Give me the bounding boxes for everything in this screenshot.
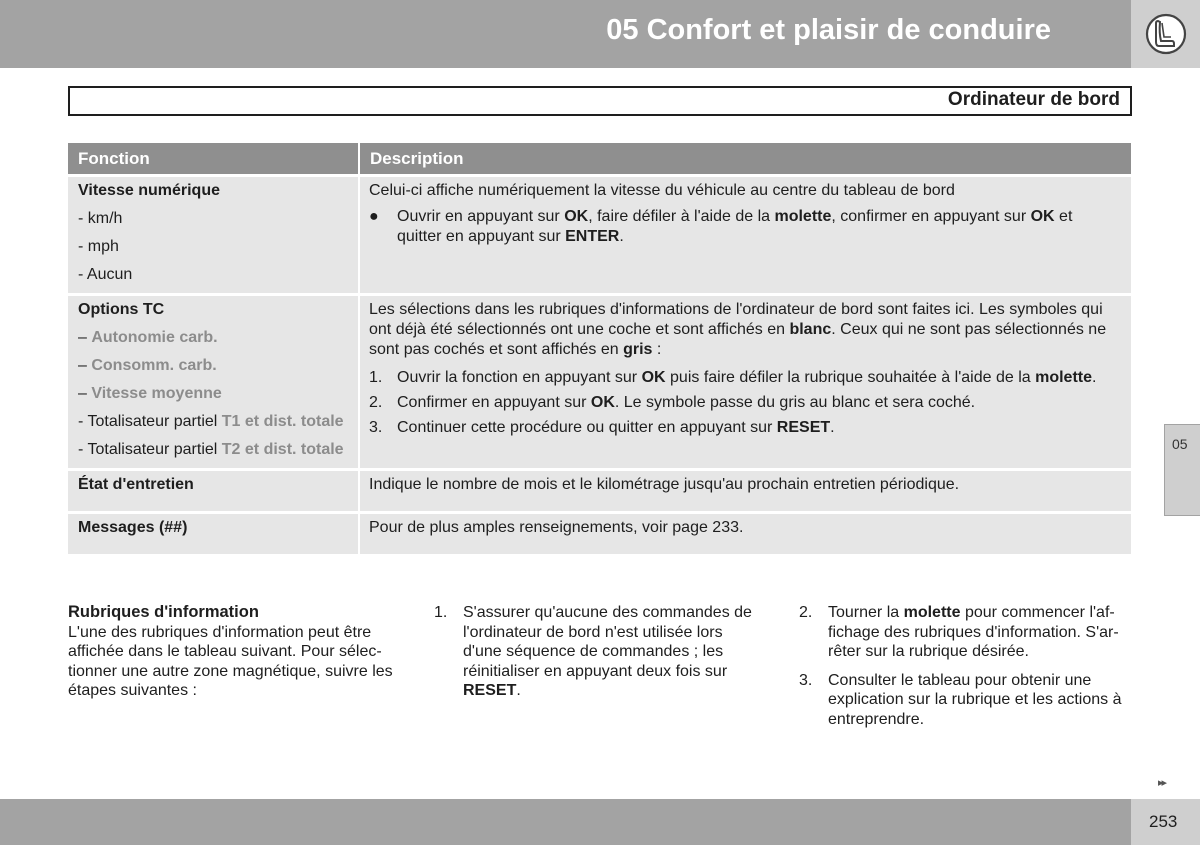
bullet-icon: ● — [369, 208, 379, 225]
step-item: 2. Tourner la molette pour commencer l'af-fichage des rubriques d'information. S'ar-rêter sur la rubrique désirée. — [799, 604, 1119, 660]
table-header-row — [68, 143, 1131, 176]
table-row — [68, 176, 1131, 295]
info-text: L'une des rubriques d'information peut être affichée dans le tableau suivant. Pour sélec-tionner une autre zone magnétique, suivre les étapes suivantes : — [68, 623, 393, 699]
step-item: 1. S'assurer qu'aucune des commandes de l'ordinateur de bord n'est utilisée lors d'une séquence de commandes ; les réinitialiser en appuyant deux fois sur RESET. — [434, 604, 752, 699]
description-text: Indique le nombre de mois et le kilométrage jusqu'au prochain entretien périodique. — [369, 476, 960, 493]
description-text: Les sélections dans les rubriques d'informations de l'ordinateur de bord sont faites ici. Les symboles qui ont déjà été sélectionnés ont une coche et sont affichés en blanc. Ceux qui ne sont pas sélectionnés ne sont pas cochés et sont affichés en gris : — [369, 301, 1107, 358]
header-bar — [0, 0, 1131, 68]
option-item: - mph — [78, 238, 119, 255]
function-cell — [68, 176, 359, 295]
next-page-arrow-icon: ▸▸ — [1158, 777, 1166, 789]
page-number-box — [1131, 799, 1200, 845]
function-cell — [68, 513, 359, 555]
description-text: Celui-ci affiche numériquement la vitesse du véhicule au centre du tableau de bord — [369, 182, 955, 199]
bullet-item — [369, 207, 1121, 247]
table-row — [68, 513, 1131, 555]
function-name: Vitesse numérique — [78, 182, 220, 199]
step-item: 3. Consulter le tableau pour obtenir une explication sur la rubrique et les actions à entreprendre. — [799, 671, 1122, 728]
chapter-side-tab[interactable] — [1164, 424, 1200, 516]
function-cell — [68, 470, 359, 513]
info-intro-column — [68, 603, 408, 701]
option-item: - Totalisateur partiel T2 et dist. totale — [78, 441, 344, 458]
function-cell — [68, 295, 359, 470]
function-name: Messages (##) — [78, 519, 188, 536]
option-item: - Aucun — [78, 266, 133, 283]
function-name: État d'entretien — [78, 476, 194, 493]
chapter-title: 05 Confort et plaisir de conduire — [606, 14, 1051, 46]
column-header-description: Description — [359, 143, 1131, 176]
footer-bar — [0, 799, 1131, 845]
function-name: Options TC — [78, 301, 165, 318]
info-steps-column-2 — [799, 603, 1134, 738]
step-item: 1. Ouvrir la fonction en appuyant sur OK puis faire défiler la rubrique souhaitée à l'aide de la molette. — [369, 369, 1097, 386]
seat-icon — [1145, 13, 1187, 55]
option-item: - km/h — [78, 210, 123, 227]
section-header — [68, 86, 1132, 116]
chapter-icon-box — [1131, 0, 1200, 68]
side-tab-label: 05 — [1172, 436, 1188, 452]
bullet-text: Ouvrir en appuyant sur OK, faire défiler à l'aide de la molette, confirmer en appuyant sur OK et quitter en appuyant sur ENTER. — [397, 208, 1073, 245]
column-header-function: Fonction — [68, 143, 359, 176]
option-item: – Autonomie carb. — [78, 329, 218, 346]
option-item: - Totalisateur partiel T1 et dist. totale — [78, 413, 344, 430]
description-cell — [359, 470, 1131, 513]
description-cell — [359, 295, 1131, 470]
option-item: – Vitesse moyenne — [78, 385, 222, 402]
description-cell — [359, 176, 1131, 295]
table-row — [68, 470, 1131, 513]
function-table — [68, 143, 1131, 554]
step-item: 2. Confirmer en appuyant sur OK. Le symbole passe du gris au blanc et sera coché. — [369, 394, 976, 411]
table-row — [68, 295, 1131, 470]
description-text: Pour de plus amples renseignements, voir page 233. — [369, 519, 744, 536]
info-steps-column-1 — [434, 603, 764, 710]
option-item: – Consomm. carb. — [78, 357, 217, 374]
section-title: Ordinateur de bord — [947, 89, 1120, 110]
info-heading: Rubriques d'information — [68, 603, 259, 621]
description-cell — [359, 513, 1131, 555]
page-number: 253 — [1149, 812, 1178, 831]
step-item: 3. Continuer cette procédure ou quitter en appuyant sur RESET. — [369, 419, 835, 436]
